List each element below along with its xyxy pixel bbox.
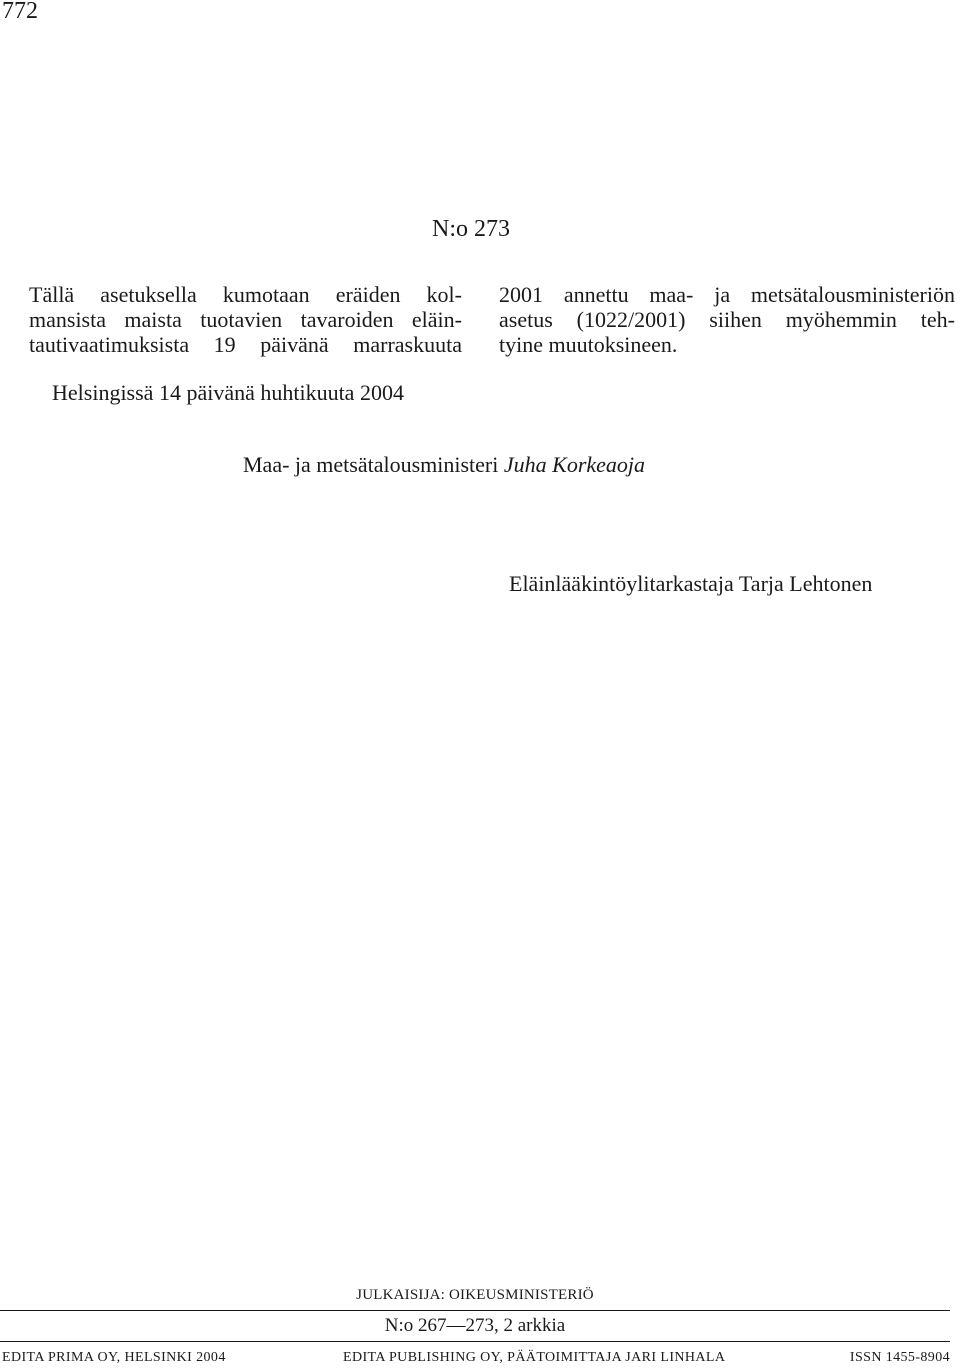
left-line-3: tautivaatimuksista 19 päivänä marraskuuta [29, 332, 462, 357]
editor-info: EDITA PUBLISHING OY, PÄÄTOIMITTAJA JARI LINHALA [343, 1350, 726, 1365]
issue-line: N:o 267—273, 2 arkkia [384, 1315, 566, 1336]
left-column-text [29, 282, 462, 357]
minister-name: Juha Korkeaoja [503, 452, 646, 477]
left-line-1: Tällä asetuksella kumotaan eräiden kol- [29, 282, 462, 307]
right-line-1: 2001 annettu maa- ja metsätalousministeriön [499, 282, 955, 307]
page-number: 772 [2, 0, 38, 24]
inspector-signature: Eläinlääkintöylitarkastaja Tarja Lehtonen [509, 571, 873, 596]
issn-info: ISSN 1455-8904 [849, 1350, 950, 1365]
right-column-text [499, 282, 955, 357]
date-line: Helsingissä 14 päivänä huhtikuuta 2004 [52, 380, 404, 405]
right-line-2: asetus (1022/2001) siihen myöhemmin teh- [499, 307, 955, 332]
printer-info: EDITA PRIMA OY, HELSINKI 2004 [2, 1350, 226, 1365]
minister-signature [243, 452, 645, 478]
publisher-line: JULKAISIJA: OIKEUSMINISTERIÖ [356, 1287, 594, 1303]
right-line-3: tyine muutoksineen. [499, 332, 678, 357]
minister-title: Maa- ja metsätalousministeri [243, 452, 499, 477]
footer-rule-bottom [0, 1341, 950, 1342]
document-number: N:o 273 [432, 216, 510, 242]
footer-rule-top [0, 1310, 950, 1311]
left-line-2: mansista maista tuotavien tavaroiden eläin- [29, 307, 462, 332]
